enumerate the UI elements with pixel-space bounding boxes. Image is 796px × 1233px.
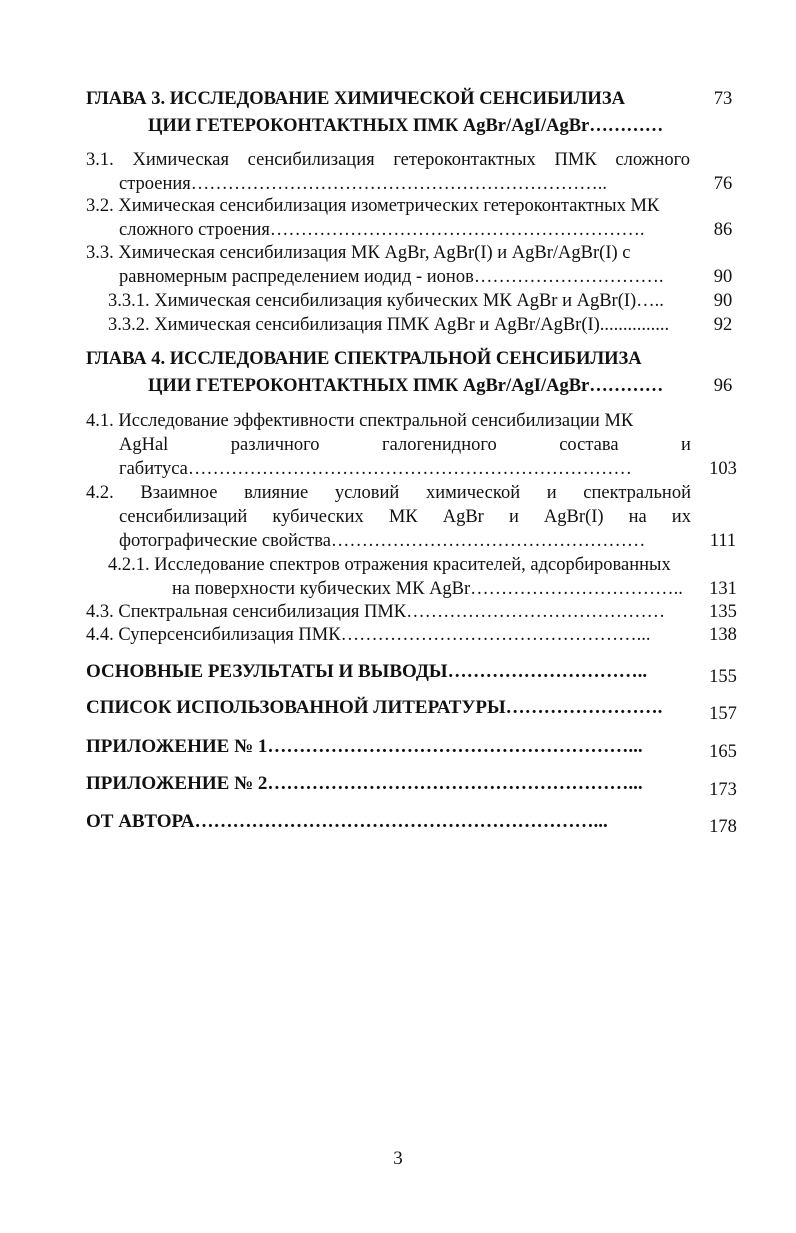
toc-entry-4-4-page: 138 bbox=[709, 625, 737, 645]
toc-entry-4-2-line-1-wrap bbox=[86, 482, 691, 504]
toc-entry-3-1-line-2: строения………………………………………………………….. bbox=[119, 174, 608, 194]
toc-entry-author: ОТ АВТОРА………………………………………………………... bbox=[86, 811, 608, 832]
toc-entry-4-3: 4.3. Спектральная сенсибилизация ПМК…………………………………… bbox=[86, 602, 666, 622]
toc-entry-appendix-1: ПРИЛОЖЕНИЕ № 1…………………………………………………... bbox=[86, 736, 643, 757]
toc-entry-4-1-line-2-wrap bbox=[119, 434, 691, 456]
toc-entry-appendix-2: ПРИЛОЖЕНИЕ № 2…………………………………………………... bbox=[86, 773, 643, 794]
toc-entry-3-1-line-1: 3.1. Химическая сенсибилизация гетероконтактных ПМК сложного bbox=[86, 150, 690, 170]
toc-entry-appendix-1-page: 165 bbox=[709, 742, 737, 762]
toc-entry-4-1-page: 103 bbox=[709, 459, 737, 479]
toc-entry-3-3-page: 90 bbox=[713, 267, 733, 287]
toc-entry-3-3-line-1: 3.3. Химическая сенсибилизация МК AgBr, AgBr(I) и AgBr/AgBr(I) с bbox=[86, 243, 631, 263]
toc-entry-3-3-2: 3.3.2. Химическая сенсибилизация ПМК AgBr и AgBr/AgBr(I)............... bbox=[108, 315, 670, 335]
toc-entry-3-2-line-1: 3.2. Химическая сенсибилизация изометрических гетероконтактных МК bbox=[86, 196, 660, 216]
toc-entry-3-2-line-2: сложного строения……………………………………………………. bbox=[119, 220, 645, 240]
toc-entry-4-2-line-2: сенсибилизаций кубических МК AgBr и AgBr(I) на их bbox=[119, 507, 691, 527]
toc-entry-4-3-page: 135 bbox=[709, 602, 737, 622]
toc-entry-ch3-line-2: ЦИИ ГЕТЕРОКОНТАКТНЫХ ПМК AgBr/AgI/AgBr………… bbox=[148, 116, 664, 136]
toc-entry-results: ОСНОВНЫЕ РЕЗУЛЬТАТЫ И ВЫВОДЫ………………………….. bbox=[86, 661, 648, 682]
toc-entry-4-2-1-page: 131 bbox=[709, 579, 737, 599]
toc-entry-appendix-2-page: 173 bbox=[709, 780, 737, 800]
toc-entry-author-page: 178 bbox=[709, 817, 737, 837]
toc-entry-3-1-page: 76 bbox=[713, 174, 733, 194]
toc-entry-4-2-line-2-wrap bbox=[119, 506, 691, 528]
toc-entry-4-2-1-line-2: на поверхности кубических МК AgBr…………………………….. bbox=[172, 579, 683, 599]
toc-entry-results-page: 155 bbox=[709, 667, 737, 687]
toc-entry-3-1-line-1-wrap bbox=[86, 149, 690, 171]
toc-entry-4-2-page: 111 bbox=[709, 531, 737, 551]
toc-entry-4-2-line-3: фотографические свойства…………………………………………… bbox=[119, 531, 646, 551]
page-number: 3 bbox=[393, 1148, 403, 1169]
toc-entry-3-3-2-page: 92 bbox=[713, 315, 733, 335]
toc-entry-4-1-line-2: AgHal различного галогенидного состава и bbox=[119, 435, 691, 455]
toc-entry-ch3-page: 73 bbox=[713, 89, 733, 109]
toc-entry-4-4: 4.4. Суперсенсибилизация ПМК…………………………………………... bbox=[86, 625, 651, 645]
toc-entry-references-page: 157 bbox=[709, 704, 737, 724]
toc-entry-ch4-line-2: ЦИИ ГЕТЕРОКОНТАКТНЫХ ПМК AgBr/AgI/AgBr………… bbox=[148, 376, 664, 396]
toc-entry-3-3-1: 3.3.1. Химическая сенсибилизация кубических МК AgBr и AgBr(I)….. bbox=[108, 291, 664, 311]
toc-entry-ch4-page: 96 bbox=[713, 376, 733, 396]
toc-entry-ch3-line-1: ГЛАВА 3. ИССЛЕДОВАНИЕ ХИМИЧЕСКОЙ СЕНСИБИЛИЗА bbox=[86, 89, 625, 109]
toc-entry-4-2-1-line-1: 4.2.1. Исследование спектров отражения красителей, адсорбированных bbox=[108, 555, 671, 575]
toc-entry-references: СПИСОК ИСПОЛЬЗОВАННОЙ ЛИТЕРАТУРЫ……………………. bbox=[86, 697, 663, 718]
toc-entry-3-2-page: 86 bbox=[713, 220, 733, 240]
toc-entry-4-2-line-1: 4.2. Взаимное влияние условий химической и спектральной bbox=[86, 483, 691, 503]
toc-entry-3-3-line-2: равномерным распределением иодид - ионов…………………………. bbox=[119, 267, 664, 287]
toc-entry-ch4-line-1: ГЛАВА 4. ИССЛЕДОВАНИЕ СПЕКТРАЛЬНОЙ СЕНСИБИЛИЗА bbox=[86, 349, 642, 369]
toc-entry-4-1-line-1: 4.1. Исследование эффективности спектральной сенсибилизации МК bbox=[86, 411, 634, 431]
toc-entry-4-1-line-3: габитуса……………………………………………………………… bbox=[119, 459, 632, 479]
toc-entry-3-3-1-page: 90 bbox=[713, 291, 733, 311]
